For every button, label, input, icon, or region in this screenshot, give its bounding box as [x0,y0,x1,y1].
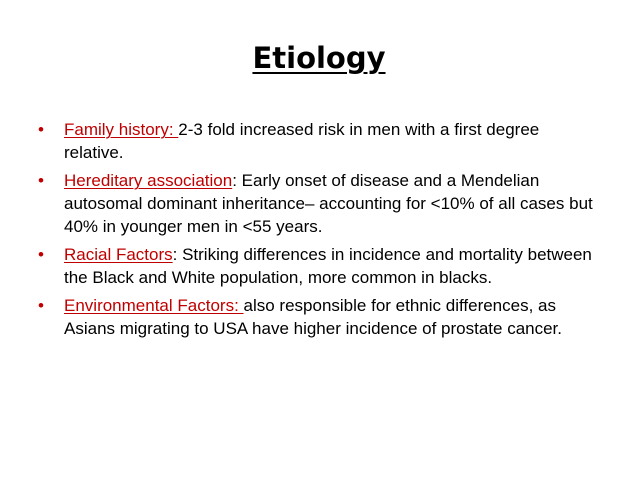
bullet-text: 2-3 fold increased risk in men with a first degree relative. [64,120,540,162]
title-text: Etiology [252,41,386,75]
bullet-term: Racial Factors [64,245,173,264]
bullet-item-family-history [38,118,603,164]
bullet-marker: • [38,120,44,139]
bullet-text: also responsible for ethnic differences, as Asians migrating to USA have higher incidence of prostate cancer. [64,296,563,338]
slide-title [0,38,638,78]
bullet-term: Environmental Factors: [64,296,244,315]
bullet-term: Family history: [64,120,179,139]
bullet-marker: • [38,296,44,315]
bullet-list [38,118,603,345]
bullet-text: : Early onset of disease and a Mendelian autosomal dominant inheritance– accounting for <10% of all cases but 40% in younger men in <55 years. [64,171,593,236]
bullet-item-racial-factors [38,243,603,289]
bullet-marker: • [38,171,44,190]
bullet-text: : Striking differences in incidence and mortality between the Black and White population, more common in blacks. [64,245,592,287]
bullet-item-environmental-factors [38,294,603,340]
bullet-marker: • [38,245,44,264]
bullet-term: Hereditary association [64,171,233,190]
bullet-item-hereditary-association [38,169,603,238]
